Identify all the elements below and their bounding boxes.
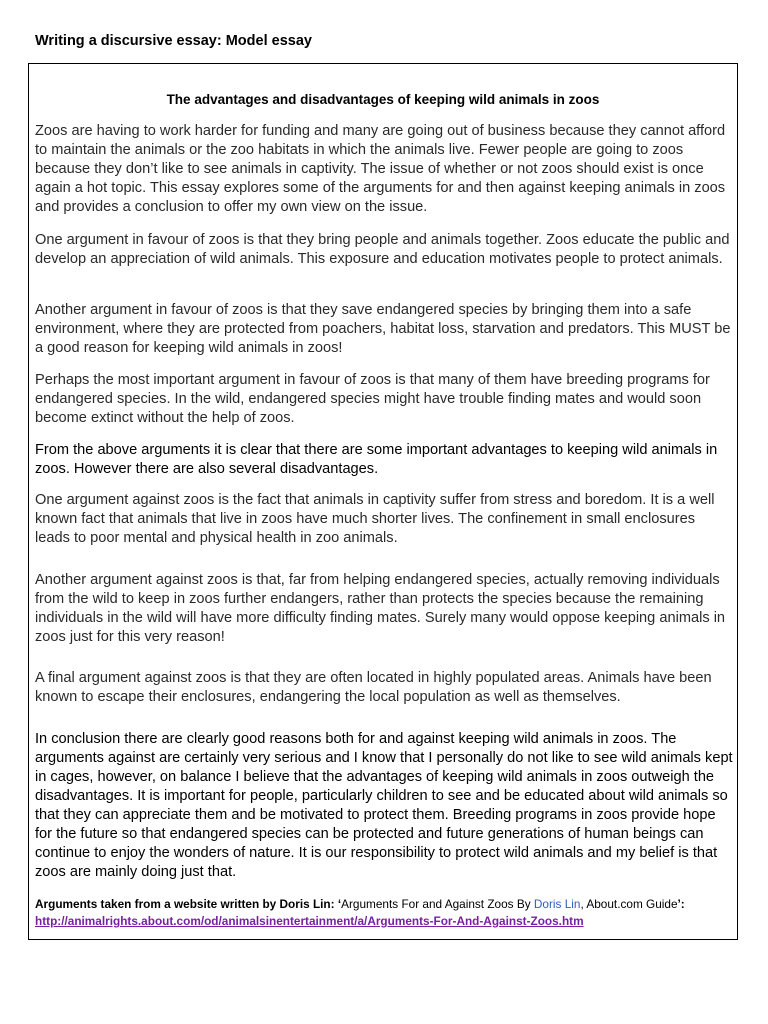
paragraph-introduction: Zoos are having to work harder for funding and many are going out of business because they cannot afford to maintain the animals or the zoo habitats in which the animals live. Fewer people are going to zoos because they don’t like to see animals in captivity. The issue of whether or not zoos should exist is once again a hot topic. This essay explores some of the arguments for and then against keeping animals in zoos and provides a conclusion to offer my own view on the issue. <box>35 123 726 215</box>
paragraph-argument-for-education: One argument in favour of zoos is that they bring people and animals together. Zoos educate the public and develop an appreciation of wild animals. This exposure and education motivates people to protect animals. <box>35 232 730 267</box>
source-lead: Arguments taken from a website written by Doris Lin: ‘ <box>35 897 342 911</box>
paragraph-conclusion: In conclusion there are clearly good reasons both for and against keeping wild animals in zoos. The arguments against are certainly very serious and I know that I personally do not like to see wild animals kept in cages, however, on balance I believe that the advantages of keeping wild animals in zoos outweigh the disadvantages. It is important for people, particularly children to see and be educated about wild animals so that they can appreciate them and be motivated to protect them. Breeding programs in zoos provide hope for the future so that endangered species can be protected and future generations of human beings can continue to enjoy the wonders of nature. It is our responsibility to protect wild animals and my belief is that zoos are mainly doing just that. <box>35 731 733 880</box>
essay-box <box>28 63 738 940</box>
paragraph-argument-against-location: A final argument against zoos is that they are often located in highly populated areas. Animals have been known to escape their enclosures, endangering the local population as well as themselves. <box>35 670 712 705</box>
source-url-link[interactable]: http://animalrights.about.com/od/animalsinentertainment/a/Arguments-For-And-Against-Zoos.htm <box>35 914 584 928</box>
source-close: ’: <box>677 897 685 911</box>
page-title: Writing a discursive essay: Model essay <box>35 33 312 49</box>
source-article-title: Arguments For and Against Zoos By <box>341 897 534 911</box>
paragraph-argument-for-breeding: Perhaps the most important argument in favour of zoos is that many of them have breeding programs for endangered species. In the wild, endangered species might have trouble finding mates and would soon become extinct without the help of zoos. <box>35 372 710 426</box>
paragraph-transition: From the above arguments it is clear that there are some important advantages to keeping wild animals in zoos. However there are also several disadvantages. <box>35 442 718 477</box>
author-link[interactable]: Doris Lin <box>533 897 581 911</box>
source-site: , About.com Guide <box>580 897 678 911</box>
paragraph-argument-against-stress: One argument against zoos is the fact that animals in captivity suffer from stress and boredom. It is a well known fact that animals that live in zoos have much shorter lives. The confinement in small enclosures leads to poor mental and physical health in zoo animals. <box>35 492 715 546</box>
source-citation <box>35 896 733 930</box>
essay-title: The advantages and disadvantages of keeping wild animals in zoos <box>166 92 600 107</box>
paragraph-argument-against-endangering: Another argument against zoos is that, far from helping endangered species, actually removing individuals from the wild to keep in zoos further endangers, rather than protects the species because the remaining individuals in the wild will have more difficulty finding mates. Surely many would oppose keeping animals in zoos just for this very reason! <box>35 572 726 645</box>
paragraph-argument-for-safety: Another argument in favour of zoos is that they save endangered species by bringing them into a safe environment, where they are protected from poachers, habitat loss, starvation and predators. This MUST be a good reason for keeping wild animals in zoos! <box>35 302 731 356</box>
